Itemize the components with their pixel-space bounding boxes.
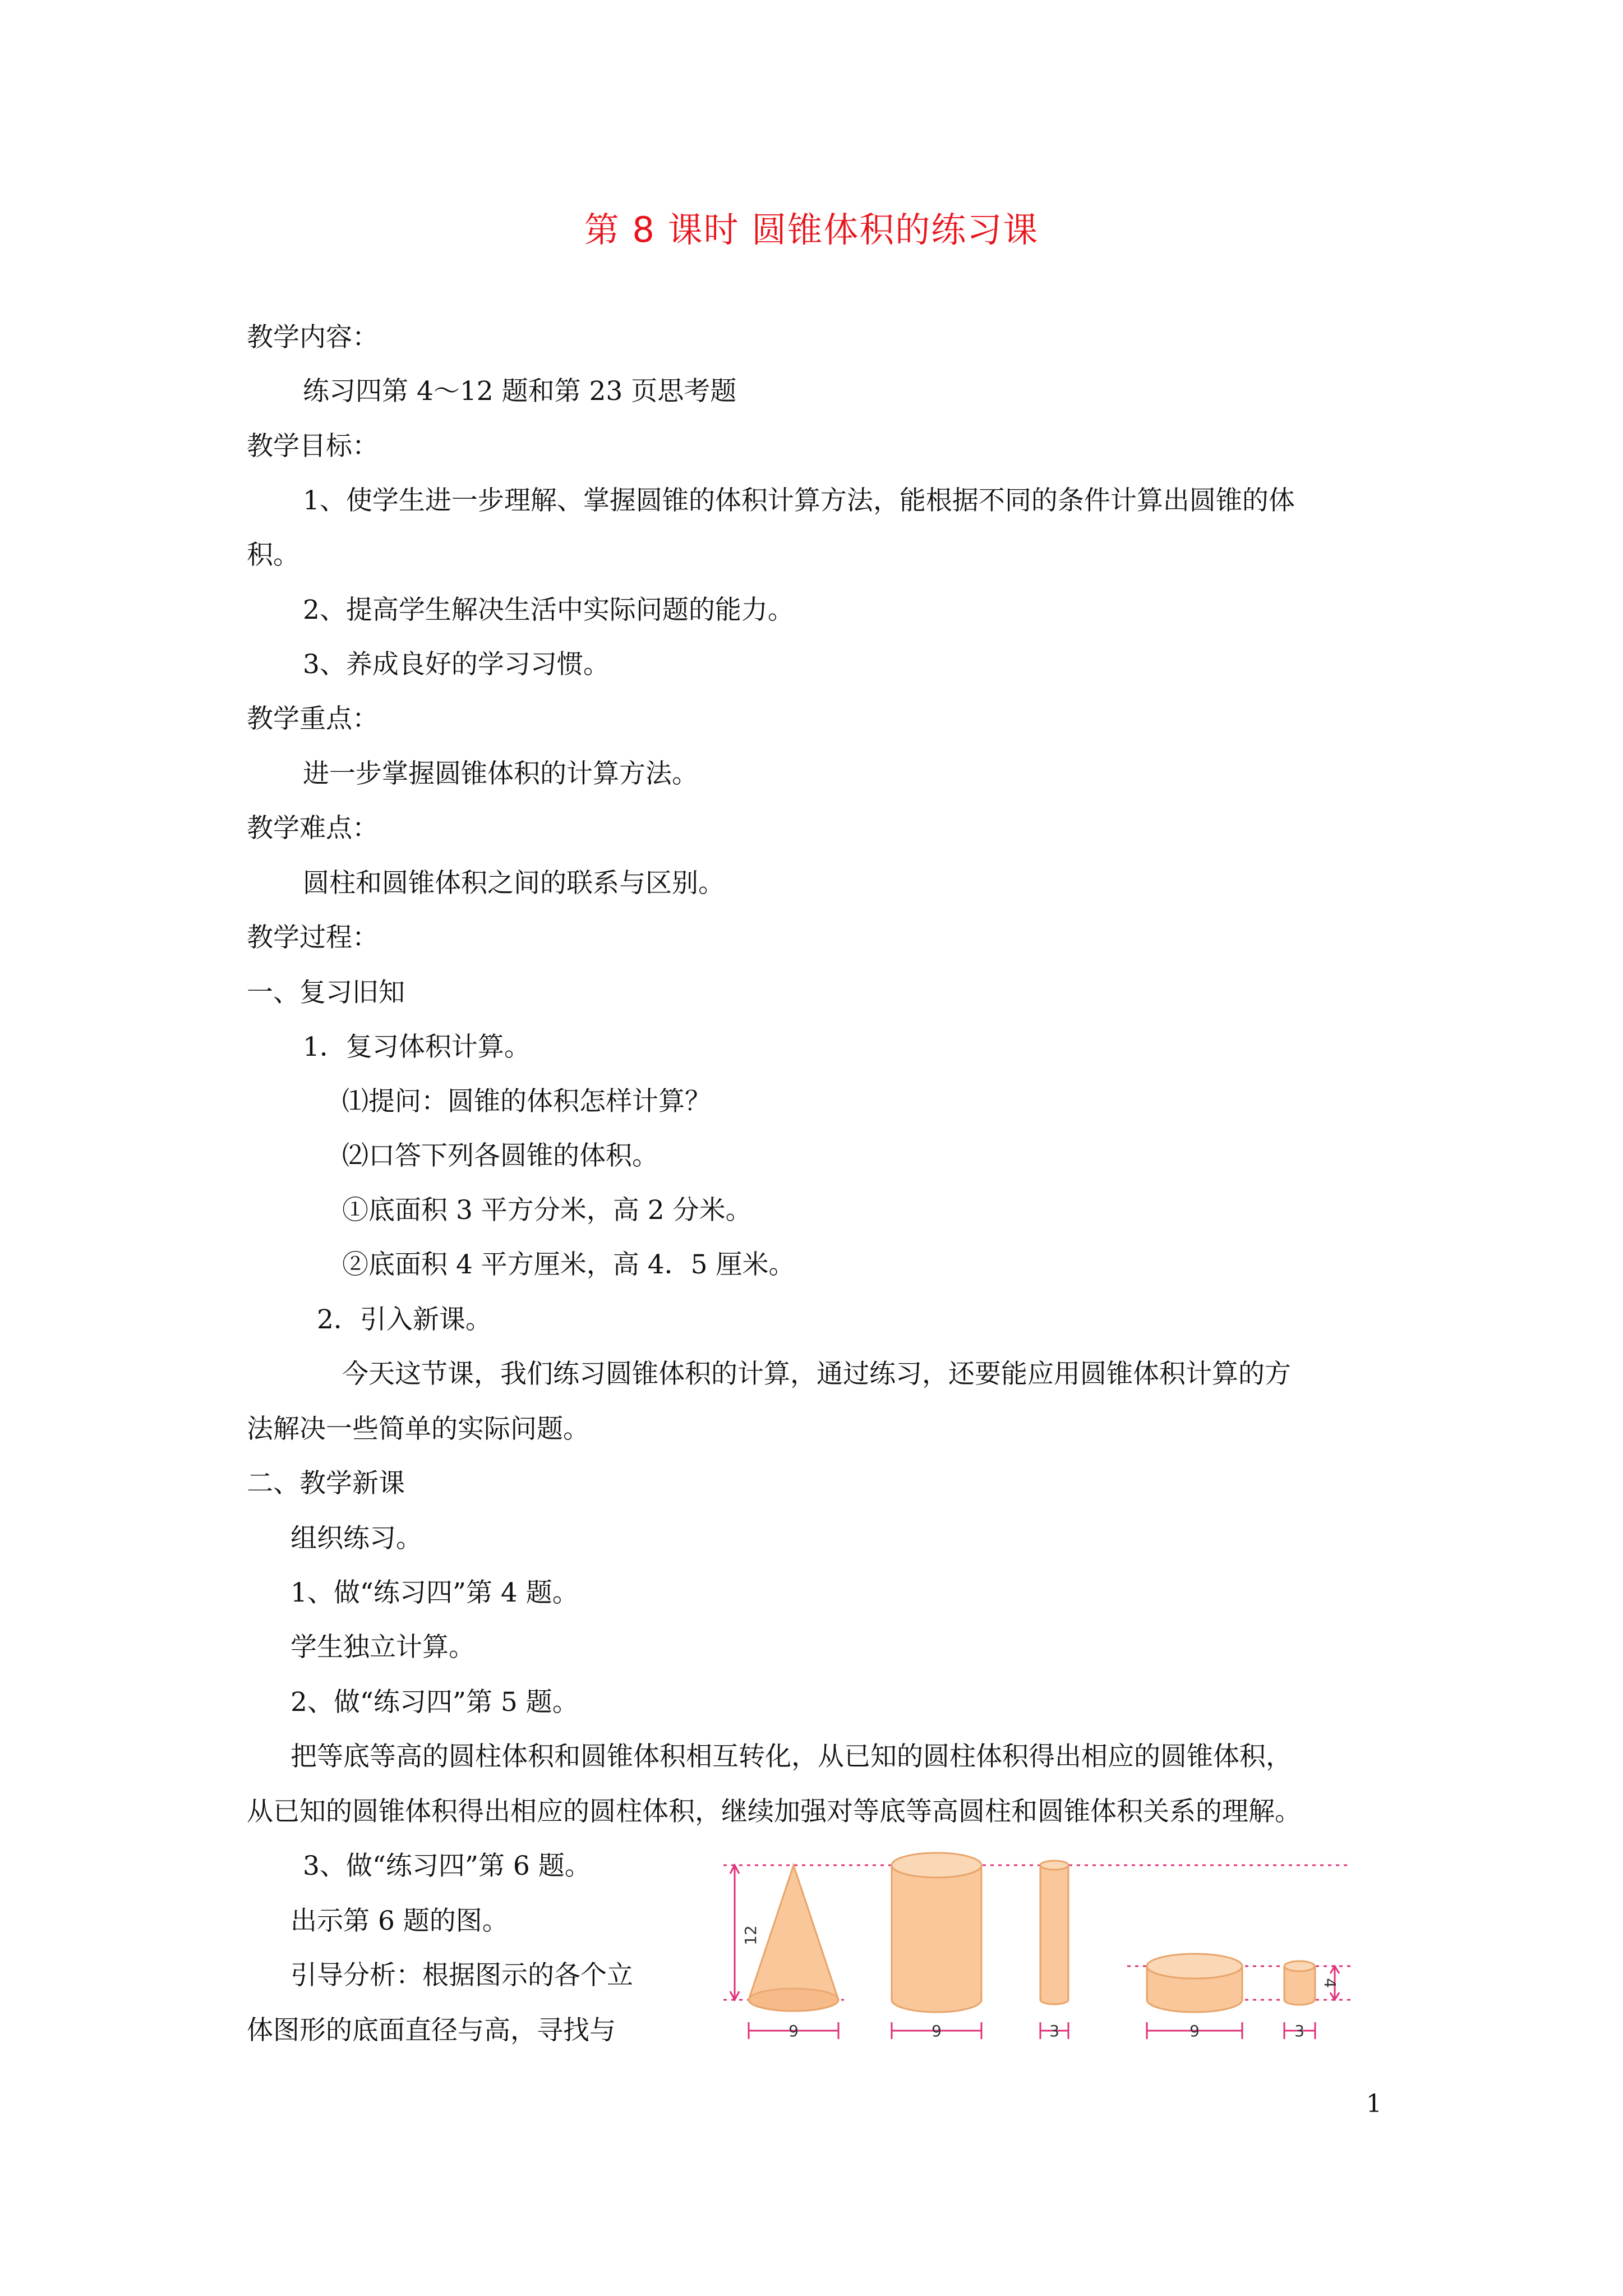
- text-line: 2、提高学生解决生活中实际问题的能力。: [303, 595, 794, 625]
- text-line: 进一步掌握圆锥体积的计算方法。: [303, 758, 698, 789]
- text-line: 从已知的圆锥体积得出相应的圆柱体积，继续加强对等底等高圆柱和圆锥体积关系的理解。: [247, 1796, 1301, 1827]
- text-line: 3、做“练习四”第 6 题。: [303, 1851, 591, 1881]
- text-line: ⑵口答下列各圆锥的体积。: [342, 1140, 658, 1171]
- text-line: 1、使学生进一步理解、掌握圆锥的体积计算方法，能根据不同的条件计算出圆锥的体: [303, 485, 1295, 516]
- section-heading: 教学过程：: [247, 922, 379, 953]
- text-line: 组织练习。: [291, 1523, 422, 1554]
- section-heading: 教学难点：: [247, 813, 379, 844]
- small-cylinder-height-label: 4: [1321, 1978, 1339, 1988]
- section-heading: 教学重点：: [247, 703, 379, 734]
- text-line: 学生独立计算。: [291, 1632, 475, 1663]
- section-heading: 一、复习旧知: [247, 977, 405, 1008]
- text-line: 积。: [247, 540, 299, 570]
- section-heading: 教学内容：: [247, 322, 379, 353]
- text-line: 法解决一些简单的实际问题。: [247, 1414, 589, 1444]
- text-line: ①底面积 3 平方分米，高 2 分米。: [342, 1195, 752, 1226]
- page-number: 1: [1366, 2090, 1382, 2118]
- text-line: 3、养成良好的学习习惯。: [303, 649, 610, 680]
- cone-shape: [749, 1865, 838, 2011]
- text-line: 1、做“练习四”第 4 题。: [291, 1577, 579, 1608]
- short-cylinder-base-label: 9: [1189, 2022, 1200, 2040]
- text-line: 出示第 6 题的图。: [291, 1906, 509, 1936]
- solids-figure: [723, 1851, 1352, 2059]
- thin-cylinder-shape: [1040, 1861, 1068, 2004]
- text-line: 引导分析：根据图示的各个立: [291, 1960, 633, 1991]
- cone-base-label: 9: [789, 2022, 799, 2040]
- tall-cylinder-base-label: 9: [932, 2022, 942, 2040]
- text-line: 把等底等高的圆柱体积和圆锥体积相互转化，从已知的圆柱体积得出相应的圆锥体积，: [291, 1741, 1292, 1772]
- page-title: 第 8 课时 圆锥体积的练习课: [584, 209, 1039, 250]
- small-cylinder-shape: [1284, 1961, 1315, 2005]
- section-heading: 二、教学新课: [247, 1468, 405, 1499]
- text-line: ⑴提问：圆锥的体积怎样计算？: [342, 1086, 711, 1117]
- cone-height-label: 12: [741, 1925, 760, 1945]
- text-line: 2、做“练习四”第 5 题。: [291, 1687, 579, 1718]
- tall-cylinder-shape: [892, 1853, 981, 2012]
- text-line: 体图形的底面直径与高，寻找与: [247, 2015, 616, 2046]
- short-cylinder-shape: [1147, 1954, 1242, 2012]
- text-line: ②底面积 4 平方厘米，高 4．5 厘米。: [342, 1249, 795, 1280]
- text-line: 圆柱和圆锥体积之间的联系与区别。: [303, 868, 725, 899]
- text-line: 1．复习体积计算。: [303, 1032, 531, 1062]
- text-line: 今天这节课，我们练习圆锥体积的计算，通过练习，还要能应用圆锥体积计算的方: [342, 1359, 1291, 1389]
- text-line: 2．引入新课。: [317, 1304, 492, 1335]
- thin-cylinder-base-label: 3: [1049, 2022, 1059, 2040]
- section-heading: 教学目标：: [247, 431, 379, 462]
- text-line: 练习四第 4～12 题和第 23 页思考题: [303, 376, 737, 407]
- small-cylinder-base-label: 3: [1294, 2022, 1304, 2040]
